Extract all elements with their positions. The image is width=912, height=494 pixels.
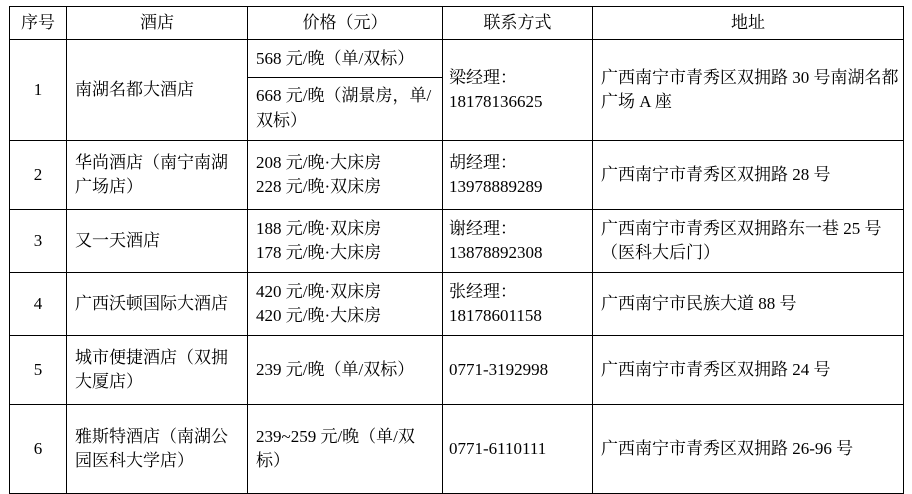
contact-info: 胡经理：13978889289 [443, 141, 593, 210]
table-row [10, 273, 904, 336]
row-number: 2 [10, 141, 67, 210]
price-line: 568 元/晚（单/双标） [248, 41, 442, 78]
row-number: 4 [10, 273, 67, 336]
table-header [10, 7, 904, 40]
hotel-price-table [9, 6, 904, 494]
hotel-name: 华尚酒店（南宁南湖广场店） [67, 141, 248, 210]
hotel-name: 南湖名都大酒店 [67, 40, 248, 141]
price-line: 420 元/晚·大床房 [256, 306, 382, 325]
table-row [10, 210, 904, 273]
contact-info: 梁经理：18178136625 [443, 40, 593, 141]
row-number: 3 [10, 210, 67, 273]
price-cell [248, 141, 443, 210]
contact-info: 谢经理：13878892308 [443, 210, 593, 273]
contact-info: 0771-6110111 [443, 405, 593, 494]
column-header-contact: 联系方式 [443, 7, 593, 40]
price-cell [248, 40, 443, 141]
table-row [10, 141, 904, 210]
hotel-address: 广西南宁市青秀区双拥路 24 号 [593, 336, 904, 405]
price-cell [248, 210, 443, 273]
hotel-name: 雅斯特酒店（南湖公园医科大学店） [67, 405, 248, 494]
column-header-address: 地址 [593, 7, 904, 40]
row-number: 1 [10, 40, 67, 141]
price-line: 239 元/晚（单/双标） [256, 359, 415, 379]
column-header-no: 序号 [10, 7, 67, 40]
price-line: 228 元/晚·双床房 [256, 177, 382, 196]
hotel-address: 广西南宁市青秀区双拥路 26-96 号 [593, 405, 904, 494]
price-line: 178 元/晚·大床房 [256, 243, 382, 262]
column-header-price: 价格（元） [248, 7, 443, 40]
hotel-address: 广西南宁市青秀区双拥路 28 号 [593, 141, 904, 210]
hotel-name: 又一天酒店 [67, 210, 248, 273]
hotel-name: 城市便捷酒店（双拥大厦店） [67, 336, 248, 405]
document-page [0, 6, 912, 470]
table-row [10, 405, 904, 494]
price-cell [248, 405, 443, 494]
hotel-name: 广西沃顿国际大酒店 [67, 273, 248, 336]
price-line: 188 元/晚·双床房 [256, 218, 382, 238]
price-line: 420 元/晚·双床房 [256, 281, 382, 301]
price-line: 668 元/晚（湖景房，单/双标） [256, 86, 432, 130]
hotel-address: 广西南宁市青秀区双拥路 30 号南湖名都广场 A 座 [593, 40, 904, 141]
price-line: 239~259 元/晚（单/双标） [256, 426, 415, 470]
table-header-row [10, 7, 904, 40]
price-cell [248, 336, 443, 405]
price-cell [248, 273, 443, 336]
contact-info: 张经理：18178601158 [443, 273, 593, 336]
table-body [10, 40, 904, 494]
row-number: 5 [10, 336, 67, 405]
table-row [10, 40, 904, 141]
hotel-address: 广西南宁市青秀区双拥路东一巷 25 号（医科大后门） [593, 210, 904, 273]
hotel-address: 广西南宁市民族大道 88 号 [593, 273, 904, 336]
table-row [10, 336, 904, 405]
contact-info: 0771-3192998 [443, 336, 593, 405]
column-header-hotel: 酒店 [67, 7, 248, 40]
price-line: 208 元/晚·大床房 [256, 152, 382, 172]
row-number: 6 [10, 405, 67, 494]
